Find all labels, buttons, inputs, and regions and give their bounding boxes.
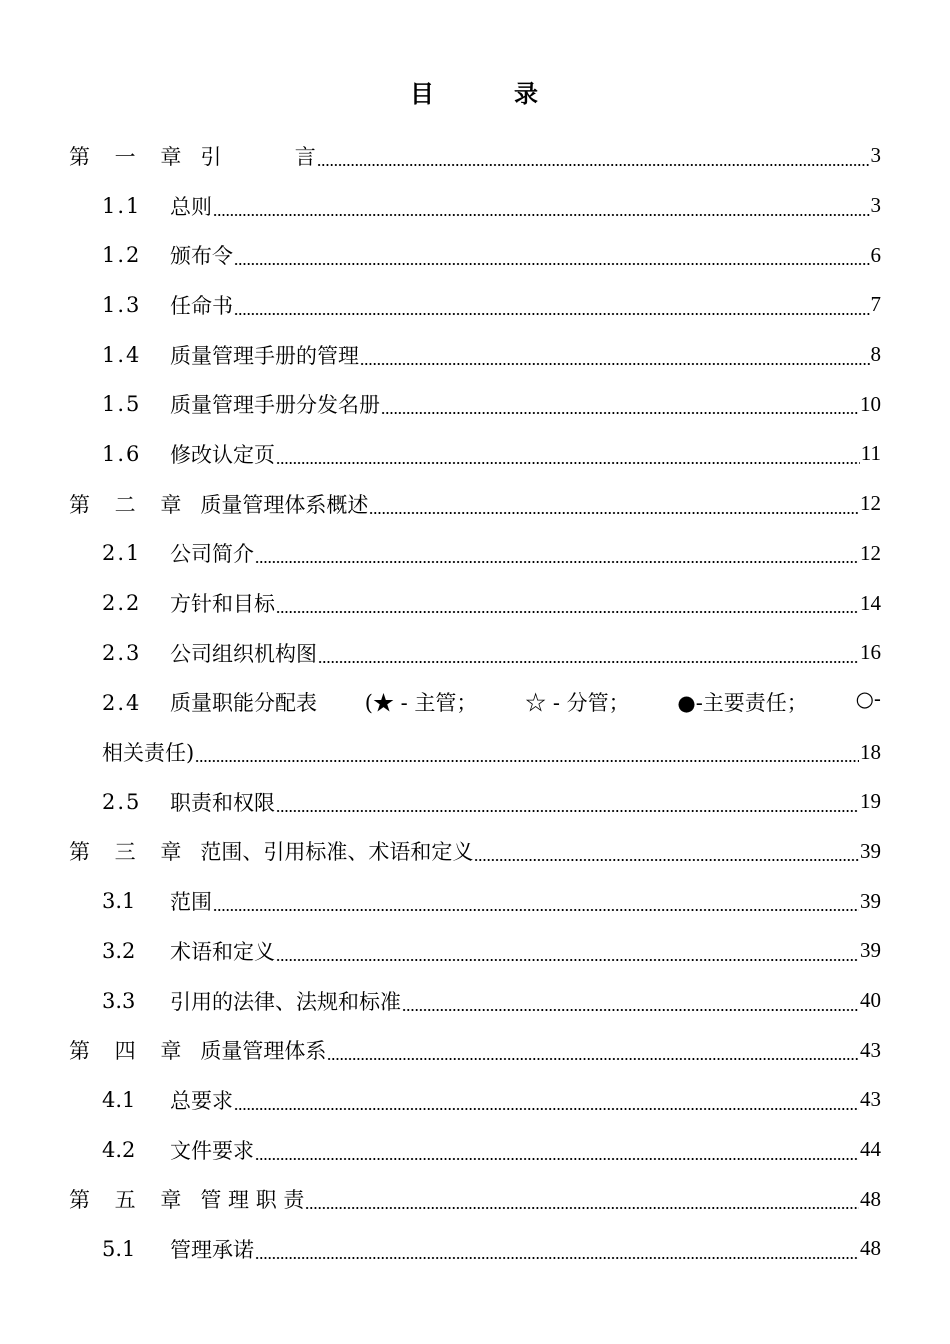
toc-page-number: 14 <box>860 590 881 615</box>
toc-entry-number: 第 一 章 <box>69 144 191 169</box>
dot-leader <box>255 548 859 564</box>
dot-leader <box>381 399 859 415</box>
toc-section-entry-continuation[interactable] <box>0 727 950 777</box>
dot-leader <box>255 1244 859 1260</box>
toc-entry-number: 3.3 <box>102 988 136 1013</box>
toc-entry-number: 第 五 章 <box>69 1188 191 1213</box>
toc-entry-number: 3.2 <box>102 938 136 963</box>
dot-leader <box>369 499 859 515</box>
toc-entry-number: 2.2 <box>102 591 142 616</box>
dot-leader <box>317 151 870 167</box>
toc-entry-label: 相关责任) <box>102 741 195 766</box>
toc-page-number: 39 <box>860 838 881 863</box>
toc-entry-label: 质量管理手册分发名册 <box>170 393 380 418</box>
toc-section-entry[interactable] <box>0 379 950 429</box>
toc-entry-line <box>102 886 950 916</box>
toc-page-number: 12 <box>860 491 881 516</box>
toc-entry-label: 引 言 <box>200 144 316 169</box>
toc-entry-line <box>102 439 950 469</box>
toc-entry-line <box>69 489 950 519</box>
page-title <box>0 74 950 109</box>
toc-section-entry[interactable] <box>0 280 950 330</box>
toc-entry-label: 总要求 <box>170 1088 233 1113</box>
toc-section-entry[interactable] <box>0 926 950 976</box>
toc-page-number: 12 <box>860 540 881 565</box>
toc-entry-label: 引用的法律、法规和标准 <box>170 989 401 1014</box>
dot-leader <box>402 996 859 1012</box>
toc-entry-label: 方针和目标 <box>170 592 275 617</box>
table-of-contents <box>0 131 950 1274</box>
dot-leader <box>276 946 859 962</box>
toc-entry-number: 第 三 章 <box>69 840 191 865</box>
toc-section-entry[interactable] <box>0 628 950 678</box>
toc-entry-line <box>102 538 950 568</box>
dot-leader <box>234 1095 859 1111</box>
toc-entry-label: 公司组织机构图 <box>170 641 317 666</box>
dot-leader <box>255 1145 859 1161</box>
toc-section-entry[interactable] <box>0 777 950 827</box>
toc-entry-line <box>102 1234 950 1264</box>
toc-page-number: 48 <box>860 1236 881 1261</box>
toc-entry-label: 职责和权限 <box>170 790 275 815</box>
toc-entry-label: 颁布令 <box>170 244 233 269</box>
toc-page-number: 3 <box>870 143 881 168</box>
toc-section-entry[interactable] <box>0 330 950 380</box>
legend-related-responsibility: ○- <box>855 687 881 712</box>
dot-leader <box>276 598 859 614</box>
toc-entry-number: 1.5 <box>102 392 142 417</box>
toc-entry-number: 1.6 <box>102 441 142 466</box>
toc-entry-label: 总则 <box>170 194 212 219</box>
toc-entry-number: 1.2 <box>102 243 142 268</box>
toc-entry-line <box>102 588 950 618</box>
toc-section-entry[interactable] <box>0 876 950 926</box>
toc-entry-number: 5.1 <box>102 1236 136 1261</box>
toc-entry-label: 管理承诺 <box>170 1237 254 1262</box>
toc-entry-line <box>69 836 950 866</box>
toc-entry-line <box>69 141 950 171</box>
toc-page-number: 39 <box>860 888 881 913</box>
toc-entry-label: 公司简介 <box>170 542 254 567</box>
toc-section-entry[interactable] <box>0 429 950 479</box>
dot-leader <box>318 648 859 664</box>
toc-entry-label: 范围 <box>170 890 212 915</box>
toc-page-number: 43 <box>860 1087 881 1112</box>
toc-entry-number: 4.1 <box>102 1087 136 1112</box>
toc-entry-label: 范围、引用标准、术语和定义 <box>200 840 474 865</box>
toc-page-number: 3 <box>870 193 881 218</box>
toc-entry-number: 第 四 章 <box>69 1039 191 1064</box>
toc-page-number: 39 <box>860 938 881 963</box>
toc-entry-label: 术语和定义 <box>170 939 275 964</box>
legend-sub-charge: ☆ - 分管； <box>525 691 630 716</box>
toc-entry-line <box>102 389 950 419</box>
toc-entry-line <box>102 191 950 221</box>
toc-section-entry[interactable] <box>0 678 950 728</box>
dot-leader <box>234 250 870 266</box>
toc-page-number: 18 <box>860 739 881 764</box>
toc-entry-label: 管 理 职 责 <box>200 1188 305 1213</box>
toc-page-number: 44 <box>860 1137 881 1162</box>
toc-entry-number: 1.4 <box>102 342 142 367</box>
dot-leader <box>360 350 870 366</box>
toc-chapter-entry[interactable] <box>0 1174 950 1224</box>
toc-page-number: 48 <box>860 1186 881 1211</box>
toc-section-entry[interactable] <box>0 976 950 1026</box>
toc-page-number: 10 <box>860 391 881 416</box>
toc-page-number: 16 <box>860 640 881 665</box>
toc-entry-label: 质量管理手册的管理 <box>170 343 359 368</box>
toc-entry-number: 2.3 <box>102 640 142 665</box>
toc-section-entry[interactable] <box>0 181 950 231</box>
toc-chapter-entry[interactable] <box>0 827 950 877</box>
toc-page-number: 7 <box>870 292 881 317</box>
dot-leader <box>276 449 860 465</box>
toc-entry-number: 4.2 <box>102 1137 136 1162</box>
toc-section-entry[interactable] <box>0 230 950 280</box>
dot-leader <box>276 797 859 813</box>
toc-entry-label: 质量管理体系 <box>200 1039 327 1064</box>
dot-leader <box>234 300 870 316</box>
toc-entry-line <box>69 1184 950 1214</box>
toc-entry-line <box>102 290 950 320</box>
toc-entry-number: 2.4 <box>102 691 142 716</box>
toc-entry-line <box>102 1135 950 1165</box>
toc-entry-number: 1.3 <box>102 292 142 317</box>
dot-leader <box>195 747 859 763</box>
title-left: 目 <box>410 80 436 108</box>
title-right: 录 <box>514 80 540 108</box>
dot-leader <box>213 201 870 217</box>
toc-entry-line <box>102 687 950 717</box>
toc-section-entry[interactable] <box>0 1075 950 1125</box>
toc-entry-line <box>102 737 950 767</box>
toc-entry-label: 文件要求 <box>170 1138 254 1163</box>
toc-entry-line <box>102 936 950 966</box>
toc-page-number: 43 <box>860 1037 881 1062</box>
toc-entry-number: 3.1 <box>102 889 136 914</box>
toc-entry-line <box>102 340 950 370</box>
toc-page-number: 11 <box>860 441 881 466</box>
toc-section-entry[interactable] <box>0 529 950 579</box>
toc-section-entry[interactable] <box>0 1224 950 1274</box>
toc-entry-number: 2.5 <box>102 789 142 814</box>
toc-chapter-entry[interactable] <box>0 479 950 529</box>
dot-leader <box>213 896 859 912</box>
dot-leader <box>305 1194 859 1210</box>
toc-entry-line <box>102 638 950 668</box>
toc-page-number: 40 <box>860 988 881 1013</box>
toc-page-number: 19 <box>860 789 881 814</box>
dot-leader <box>327 1045 859 1061</box>
toc-entry-line <box>102 986 950 1016</box>
toc-entry-line <box>102 1085 950 1115</box>
toc-entry-number: 第 二 章 <box>69 492 191 517</box>
toc-entry-number: 1.1 <box>102 193 142 218</box>
toc-entry-label: 任命书 <box>170 293 233 318</box>
toc-entry-head <box>102 687 317 717</box>
toc-chapter-entry[interactable] <box>0 1025 950 1075</box>
toc-section-entry[interactable] <box>0 1125 950 1175</box>
toc-entry-line <box>102 240 950 270</box>
toc-entry-line <box>69 1035 950 1065</box>
toc-entry-label: 修改认定页 <box>170 442 275 467</box>
toc-entry-number: 2.1 <box>102 541 142 566</box>
toc-chapter-entry[interactable] <box>0 131 950 181</box>
legend-main-charge: (★ - 主管； <box>364 691 478 716</box>
toc-page-number: 6 <box>870 242 881 267</box>
dot-leader <box>474 846 859 862</box>
toc-page-number: 8 <box>870 342 881 367</box>
toc-entry-line <box>102 787 950 817</box>
toc-entry-label: 质量职能分配表 <box>170 691 317 716</box>
toc-entry-label: 质量管理体系概述 <box>200 492 369 517</box>
toc-section-entry[interactable] <box>0 578 950 628</box>
legend-main-responsibility: ●-主要责任； <box>677 691 808 716</box>
